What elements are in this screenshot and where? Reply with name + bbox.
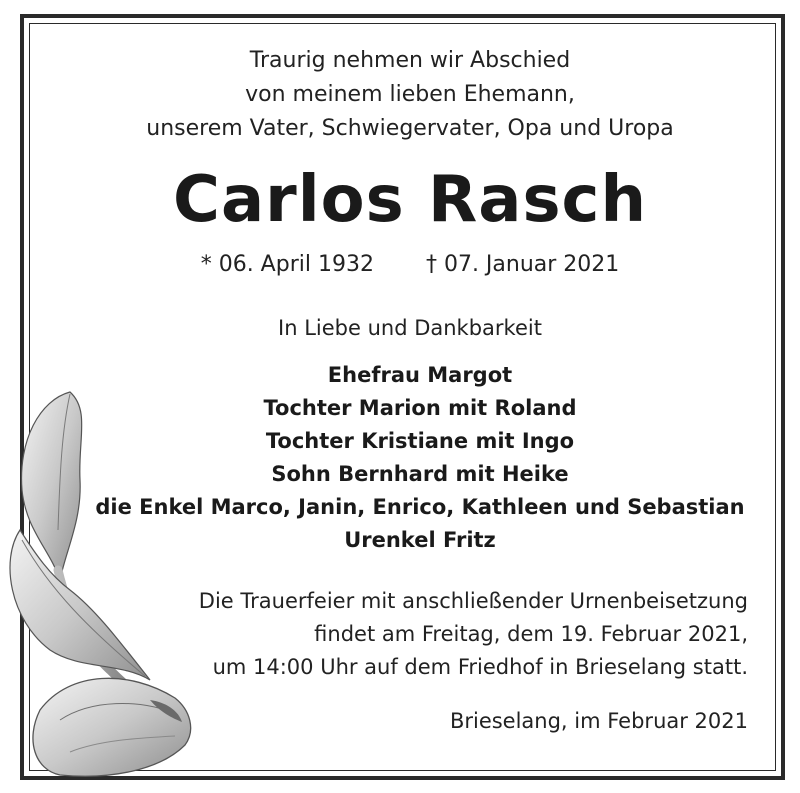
deceased-name: Carlos Rasch xyxy=(172,163,648,237)
intro-text xyxy=(60,44,760,146)
ceremony-info xyxy=(199,585,748,684)
family-member: Ehefrau Margot xyxy=(327,363,513,387)
dedication-line: In Liebe und Dankbarkeit xyxy=(278,316,542,340)
ceremony-line: findet am Freitag, dem 19. Februar 2021, xyxy=(314,622,748,646)
life-dates xyxy=(60,250,760,280)
family-member: Urenkel Fritz xyxy=(344,528,496,552)
family-member: die Enkel Marco, Janin, Enrico, Kathleen und Sebastian xyxy=(95,495,745,519)
birth-date: * 06. April 1932 xyxy=(200,252,374,277)
intro-line: von meinem lieben Ehemann, xyxy=(245,82,575,107)
death-date: † 07. Januar 2021 xyxy=(425,252,620,277)
family-member: Tochter Kristiane mit Ingo xyxy=(265,429,575,453)
family-member: Sohn Bernhard mit Heike xyxy=(271,462,569,486)
place-and-date: Brieselang, im Februar 2021 xyxy=(449,709,748,733)
ceremony-line: Die Trauerfeier mit anschließender Urnenbeisetzung xyxy=(198,589,748,613)
intro-line: Traurig nehmen wir Abschied xyxy=(249,48,571,73)
family-list xyxy=(70,359,770,557)
family-member: Tochter Marion mit Roland xyxy=(263,396,577,420)
intro-line: unserem Vater, Schwiegervater, Opa und Uropa xyxy=(146,116,674,141)
ceremony-line: um 14:00 Uhr auf dem Friedhof in Brieselang statt. xyxy=(212,655,748,679)
